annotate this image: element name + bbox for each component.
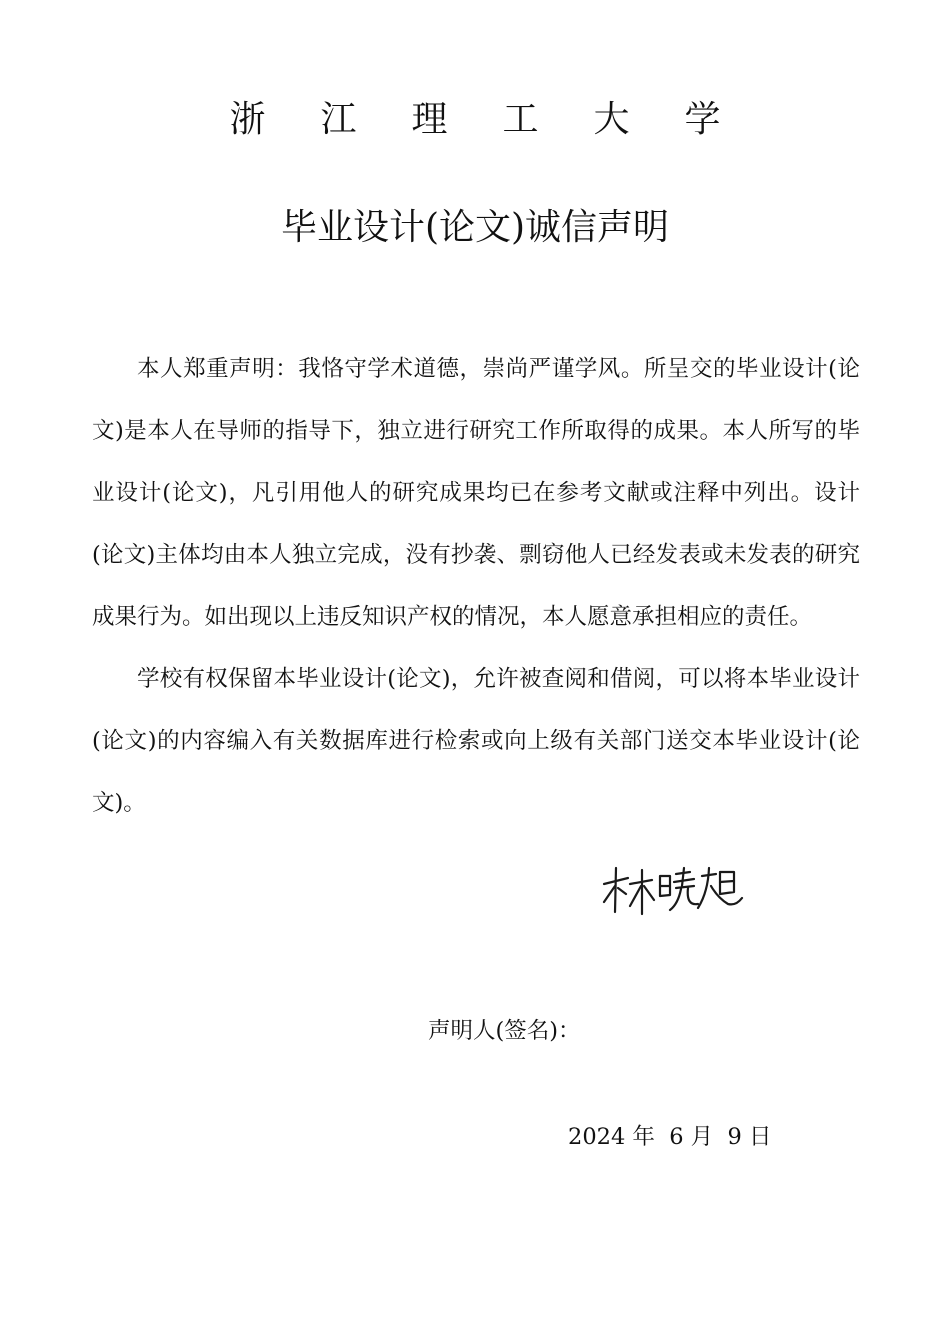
declaration-body: [92, 338, 860, 834]
declaration-paragraph-2: 学校有权保留本毕业设计(论文)，允许被查阅和借阅，可以将本毕业设计(论文)的内容编入有关数据库进行检索或向上级有关部门送交本毕业设计(论文)。: [92, 666, 860, 816]
university-name: 浙江理工大学: [229, 99, 776, 140]
page-title: 毕业设计(论文)诚信声明: [280, 207, 670, 248]
signature-icon: [598, 862, 748, 922]
declaration-date: 2024 年 6 月 9 日: [568, 1124, 772, 1150]
declaration-paragraph-1: 本人郑重声明：我恪守学术道德，崇尚严谨学风。所呈交的毕业设计(论文)是本人在导师的指导下，独立进行研究工作所取得的成果。本人所写的毕业设计(论文)，凡引用他人的研究成果均已在参考文献或注释中列出。设计(论文)主体均由本人独立完成，没有抄袭、剽窃他人已经发表或未发表的研究成果行为。如出现以上违反知识产权的情况，本人愿意承担相应的责任。: [92, 356, 860, 630]
handwritten-signature: [598, 862, 748, 922]
signer-label: 声明人(签名)：: [428, 1018, 581, 1044]
